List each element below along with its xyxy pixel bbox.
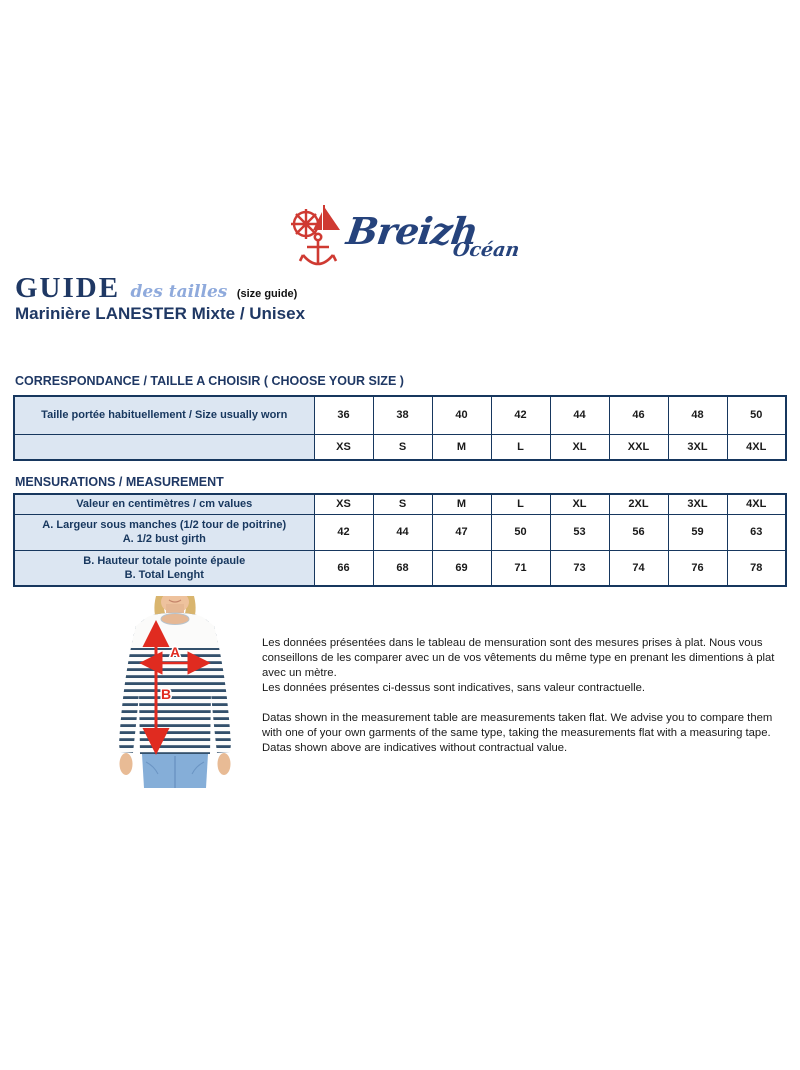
note-english bbox=[262, 711, 792, 756]
column-header: S bbox=[373, 494, 432, 514]
notes-block bbox=[262, 636, 792, 756]
brand-name-ocean: Océan bbox=[451, 239, 521, 261]
row-label-length bbox=[14, 550, 314, 586]
length-value: 78 bbox=[727, 550, 786, 586]
length-value: 69 bbox=[432, 550, 491, 586]
column-header: XS bbox=[314, 494, 373, 514]
length-value: 76 bbox=[668, 550, 727, 586]
bust-value: 42 bbox=[314, 514, 373, 550]
size-fr-cell: 50 bbox=[727, 396, 786, 434]
bust-value: 63 bbox=[727, 514, 786, 550]
column-header: 3XL bbox=[668, 494, 727, 514]
note-french-line2: Les données présentes ci-dessus sont indicatives, sans valeur contractuelle. bbox=[262, 682, 646, 694]
bust-value: 59 bbox=[668, 514, 727, 550]
size-intl-cell: 4XL bbox=[727, 434, 786, 460]
size-intl-cell: XS bbox=[314, 434, 373, 460]
brand-name-breizh: Breizh bbox=[343, 209, 481, 253]
hand bbox=[218, 753, 231, 775]
model-photo-measurement-diagram bbox=[100, 596, 250, 788]
note-french bbox=[262, 636, 792, 696]
table-row-bust bbox=[14, 514, 786, 550]
size-intl-cell: S bbox=[373, 434, 432, 460]
size-intl-cell: XXL bbox=[609, 434, 668, 460]
size-fr-cell: 36 bbox=[314, 396, 373, 434]
guide-heading bbox=[15, 272, 297, 305]
bust-value: 44 bbox=[373, 514, 432, 550]
size-fr-cell: 44 bbox=[550, 396, 609, 434]
column-header: XL bbox=[550, 494, 609, 514]
guide-title: GUIDE bbox=[15, 272, 121, 304]
size-intl-cell: XL bbox=[550, 434, 609, 460]
table-row-length bbox=[14, 550, 786, 586]
size-fr-cell: 38 bbox=[373, 396, 432, 434]
table-header-row bbox=[14, 494, 786, 514]
row-label-bust bbox=[14, 514, 314, 550]
note-french-line1: Les données présentées dans le tableau de mensuration sont des mesures prises à plat. Nous vous conseillons de les comparer avec un de vos vêtements du même type en prenant les dimentions à plat avec un mètre. bbox=[262, 637, 775, 679]
ship-wheel-sailboat-anchor-icon bbox=[291, 203, 345, 275]
bust-value: 50 bbox=[491, 514, 550, 550]
length-value: 73 bbox=[550, 550, 609, 586]
arrow-a-label: A bbox=[170, 644, 181, 660]
guide-subtitle: des tailles bbox=[130, 282, 228, 302]
note-english-line1: Datas shown in the measurement table are measurements taken flat. We advise you to compare them with one of your own garments of the same type, taking the measurements flat with a measuring tape. bbox=[262, 712, 773, 739]
length-value: 68 bbox=[373, 550, 432, 586]
row-label-en: B. Total Lenght bbox=[124, 568, 204, 581]
size-fr-cell: 40 bbox=[432, 396, 491, 434]
hand bbox=[120, 753, 133, 775]
measurement-header-label: Valeur en centimètres / cm values bbox=[14, 494, 314, 514]
row-label-fr: A. Largeur sous manches (1/2 tour de poitrine) bbox=[42, 519, 287, 531]
empty-cell bbox=[14, 434, 314, 460]
size-fr-cell: 48 bbox=[668, 396, 727, 434]
column-header: 4XL bbox=[727, 494, 786, 514]
size-fr-cell: 42 bbox=[491, 396, 550, 434]
table-row bbox=[14, 396, 786, 434]
bust-value: 47 bbox=[432, 514, 491, 550]
bust-value: 56 bbox=[609, 514, 668, 550]
arrow-b-label: B bbox=[161, 686, 172, 702]
column-header: L bbox=[491, 494, 550, 514]
guide-note: (size guide) bbox=[236, 288, 298, 300]
bust-value: 53 bbox=[550, 514, 609, 550]
note-english-line2: Datas shown above are indicatives without contractual value. bbox=[262, 742, 568, 754]
size-correspondence-table bbox=[13, 395, 787, 461]
product-title: Marinière LANESTER Mixte / Unisex bbox=[15, 304, 306, 323]
column-header: M bbox=[432, 494, 491, 514]
brand-logo bbox=[291, 203, 531, 278]
neckline bbox=[161, 614, 189, 625]
table-row bbox=[14, 434, 786, 460]
size-fr-cell: 46 bbox=[609, 396, 668, 434]
length-value: 66 bbox=[314, 550, 373, 586]
length-value: 74 bbox=[609, 550, 668, 586]
size-intl-cell: 3XL bbox=[668, 434, 727, 460]
size-intl-cell: L bbox=[491, 434, 550, 460]
row-label-en: A. 1/2 bust girth bbox=[122, 533, 206, 545]
measurement-section-heading: MENSURATIONS / MEASUREMENT bbox=[15, 475, 224, 489]
length-value: 71 bbox=[491, 550, 550, 586]
measurement-table bbox=[13, 493, 787, 587]
column-header: 2XL bbox=[609, 494, 668, 514]
row-label-fr: B. Hauteur totale pointe épaule bbox=[83, 554, 246, 567]
size-intl-cell: M bbox=[432, 434, 491, 460]
size-row-label: Taille portée habituellement / Size usually worn bbox=[14, 396, 314, 434]
size-section-heading: CORRESPONDANCE / TAILLE A CHOISIR ( CHOOSE YOUR SIZE ) bbox=[15, 374, 404, 388]
